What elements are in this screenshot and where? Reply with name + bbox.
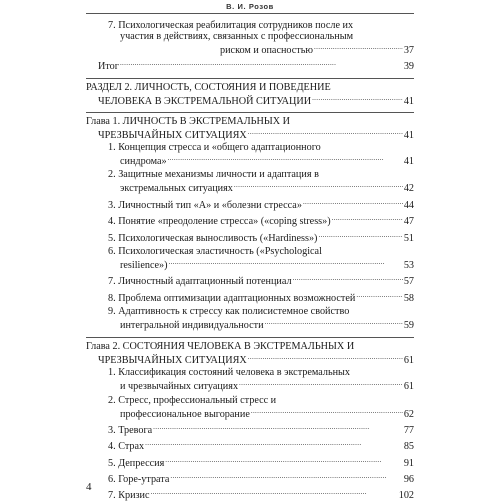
toc-entry-text: 4. Понятие «преодоление стресса» («coping stress») <box>108 216 331 228</box>
toc-entry-text: 2. Защитные механизмы личности и адаптация в <box>108 169 319 181</box>
toc-entry-text: 3. Тревога <box>108 424 153 436</box>
toc-entry-text: 7. Личностный адаптационный потенциал <box>108 276 292 288</box>
toc-entry-e7[interactable] <box>86 20 414 56</box>
dot-leader <box>312 93 403 104</box>
toc-entry-c2[interactable] <box>86 169 414 194</box>
dot-leader <box>169 257 403 268</box>
toc-entry-text: 3. Личностный тип «А» и «болезни стресса» <box>108 199 302 211</box>
dot-leader <box>265 317 403 328</box>
toc-page-number: 91 <box>403 457 414 469</box>
section-divider <box>86 337 414 338</box>
dot-leader <box>248 127 403 138</box>
toc-entry-text: экстремальных ситуациях <box>120 183 233 195</box>
toc-entry-text: 5. Психологическая выносливость («Hardiness») <box>108 232 318 244</box>
dot-leader <box>293 273 403 284</box>
toc-entry-text: 6. Горе-утрата <box>108 474 170 486</box>
toc-page-number: 57 <box>403 276 414 288</box>
toc-entry-text: Глава 1. ЛИЧНОСТЬ В ЭКСТРЕМАЛЬНЫХ И <box>86 116 290 127</box>
toc-entry-d6[interactable] <box>86 471 414 485</box>
toc-entry-text: РАЗДЕЛ 2. ЛИЧНОСТЬ, СОСТОЯНИЯ И ПОВЕДЕНИЕ <box>86 82 331 93</box>
toc-entry-text: ЧРЕЗВЫЧАЙНЫХ СИТУАЦИЯХ <box>98 355 247 367</box>
dot-leader <box>303 197 403 208</box>
toc-entry-ch2[interactable] <box>86 341 414 366</box>
toc-page-number: 77 <box>403 424 414 436</box>
toc-page-number: 61 <box>403 355 414 367</box>
toc-page-number: 41 <box>403 96 414 107</box>
toc-page-number: 96 <box>403 474 414 486</box>
toc-entry-text: профессиональное выгорание <box>120 408 250 420</box>
toc-page-number: 102 <box>398 490 414 502</box>
toc-page-number: 42 <box>403 183 414 195</box>
toc-entry-text: интегральной индивидуальности <box>120 320 264 332</box>
toc-entry-d1[interactable] <box>86 367 414 392</box>
section-divider <box>86 78 414 79</box>
toc-entry-ch1[interactable] <box>86 116 414 141</box>
toc-page-number: 44 <box>403 199 414 211</box>
spacer <box>86 107 414 108</box>
toc-entry-text: 5. Депрессия <box>108 457 165 469</box>
toc-entry-text: риском и опасностью <box>220 45 314 56</box>
spacer <box>86 331 414 333</box>
toc-entry-c6[interactable] <box>86 246 414 271</box>
toc-entry-text: и чрезвычайных ситуациях <box>120 381 239 393</box>
dot-leader <box>168 153 403 164</box>
toc-page-number: 41 <box>403 130 414 141</box>
toc-entry-text: 1. Концепция стресса и «общего адаптационного <box>108 142 321 153</box>
toc-page-number: 51 <box>403 232 414 244</box>
toc-entry-c1[interactable] <box>86 142 414 167</box>
toc-page-number: 53 <box>403 259 414 271</box>
toc-page-number: 58 <box>403 292 414 304</box>
toc-entry-text: 7. Психологическая реабилитация сотрудников после их <box>108 20 354 31</box>
toc-entry-text: 1. Классификация состояний человека в экстремальных <box>108 367 350 379</box>
dot-leader <box>356 290 402 301</box>
toc-entry-d3[interactable] <box>86 422 414 436</box>
dot-leader <box>248 352 403 363</box>
toc-entry-text: Итог <box>98 61 119 72</box>
toc-entry-text: Глава 2. СОСТОЯНИЯ ЧЕЛОВЕКА В ЭКСТРЕМАЛЬНЫХ И <box>86 341 355 353</box>
toc-entry-d2[interactable] <box>86 395 414 420</box>
dot-leader <box>151 487 398 498</box>
spacer <box>86 72 414 74</box>
section-divider <box>86 112 414 113</box>
toc-entry-text: 2. Стресс, профессиональный стресс и <box>108 394 277 406</box>
dot-leader <box>318 230 402 241</box>
toc-entry-text: участия в действиях, связанных с профессиональным <box>120 31 354 42</box>
toc-entry-c4[interactable] <box>86 213 414 227</box>
toc-entry-c8[interactable] <box>86 290 414 304</box>
toc-entry-text: 9. Адаптивность к стрессу как полисистемное свойство <box>108 306 350 318</box>
toc-entry-text: синдрома» <box>120 156 167 167</box>
toc-entry-c5[interactable] <box>86 230 414 244</box>
page-number: 4 <box>86 481 92 493</box>
toc-entry-text: 8. Проблема оптимизации адаптационных возможностей <box>108 292 356 304</box>
toc-entry-d7[interactable] <box>86 487 414 501</box>
toc-page-number: 37 <box>403 45 414 56</box>
toc-entry-text: 6. Психологическая эластичность («Psychological <box>108 245 322 257</box>
toc-entry-text: ЧЕЛОВЕКА В ЭКСТРЕМАЛЬНОЙ СИТУАЦИИ <box>98 96 312 107</box>
toc-page-number: 59 <box>403 320 414 332</box>
dot-leader <box>170 471 402 482</box>
toc-entry-text: 4. Страх <box>108 441 145 453</box>
dot-leader <box>120 58 403 69</box>
toc-entry-c7[interactable] <box>86 273 414 287</box>
dot-leader <box>239 378 403 389</box>
toc-page-number: 41 <box>403 156 414 167</box>
toc-entry-itog[interactable] <box>86 58 414 72</box>
toc-page-number: 47 <box>403 216 414 228</box>
dot-leader <box>145 438 403 449</box>
toc-page-number: 39 <box>403 61 414 72</box>
toc-page-number: 85 <box>403 441 414 453</box>
dot-leader <box>234 180 403 191</box>
toc-entry-text: resilience») <box>120 259 168 271</box>
toc-entry-text: ЧРЕЗВЫЧАЙНЫХ СИТУАЦИЯХ <box>98 130 247 141</box>
dot-leader <box>153 422 403 433</box>
dot-leader <box>314 42 403 53</box>
running-head: В. И. Розов <box>226 2 274 11</box>
toc-page-number: 61 <box>403 381 414 393</box>
header-rule <box>86 13 414 14</box>
toc-page-number: 62 <box>403 408 414 420</box>
dot-leader <box>165 455 403 466</box>
dot-leader <box>251 406 403 417</box>
table-of-contents <box>86 20 414 504</box>
toc-entry-text: 7. Кризис <box>108 490 150 502</box>
toc-entry-c3[interactable] <box>86 197 414 211</box>
toc-entry-d5[interactable] <box>86 455 414 469</box>
toc-entry-c9[interactable] <box>86 306 414 331</box>
toc-entry-d4[interactable] <box>86 438 414 452</box>
dot-leader <box>332 213 403 224</box>
toc-entry-sec2[interactable] <box>86 82 414 107</box>
